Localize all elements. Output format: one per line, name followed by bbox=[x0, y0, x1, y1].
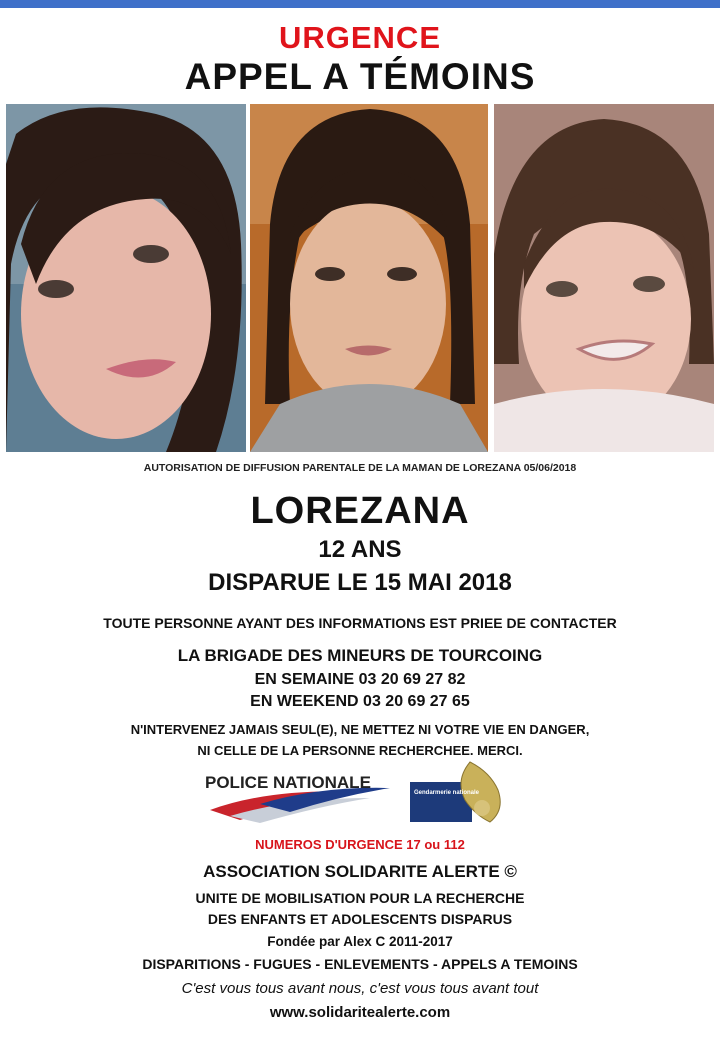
contact-intro: TOUTE PERSONNE AYANT DES INFORMATIONS EST PRIEE DE CONTACTER bbox=[103, 615, 617, 631]
urgence-heading: URGENCE bbox=[278, 20, 441, 55]
slogan-text: C'est vous tous avant nous, c'est vous tous avant tout bbox=[181, 980, 539, 997]
photo-center bbox=[250, 104, 488, 452]
police-logo-text: POLICE NATIONALE bbox=[205, 773, 371, 792]
founded-text: Fondée par Alex C 2011-2017 bbox=[267, 934, 453, 949]
emergency-numbers: NUMEROS D'URGENCE 17 ou 112 bbox=[255, 837, 465, 852]
website-link[interactable]: www.solidaritealerte.com bbox=[269, 1004, 451, 1021]
photo-right bbox=[494, 104, 714, 452]
age-text: 12 ANS bbox=[318, 536, 402, 563]
weekday-phone: EN SEMAINE 03 20 69 27 82 bbox=[254, 671, 466, 688]
authorization-note: AUTORISATION DE DIFFUSION PARENTALE DE LA MAMAN DE LOREZANA 05/06/2018 bbox=[143, 462, 577, 474]
police-nationale-logo bbox=[200, 768, 410, 823]
unit-line-2: DES ENFANTS ET ADOLESCENTS DISPARUS bbox=[207, 911, 513, 927]
association-name: ASSOCIATION SOLIDARITE ALERTE © bbox=[203, 862, 517, 881]
gendarmerie-logo bbox=[410, 760, 520, 826]
gendarmerie-logo-text: Gendarmerie nationale bbox=[414, 790, 480, 796]
appel-temoins-heading: APPEL A TÉMOINS bbox=[184, 56, 536, 97]
categories-text: DISPARITIONS - FUGUES - ENLEVEMENTS - APPELS A TEMOINS bbox=[142, 956, 578, 972]
photo-left bbox=[6, 104, 246, 452]
unit-line-1: UNITE DE MOBILISATION POUR LA RECHERCHE bbox=[195, 890, 525, 906]
warning-line-1: N'INTERVENEZ JAMAIS SEUL(E), NE METTEZ NI VOTRE VIE EN DANGER, bbox=[130, 722, 590, 737]
disappearance-date: DISPARUE LE 15 MAI 2018 bbox=[208, 569, 512, 596]
missing-person-name: LOREZANA bbox=[250, 490, 470, 532]
warning-line-2: NI CELLE DE LA PERSONNE RECHERCHEE. MERCI. bbox=[197, 743, 523, 758]
top-bar bbox=[0, 0, 720, 8]
brigade-name: LA BRIGADE DES MINEURS DE TOURCOING bbox=[177, 646, 543, 665]
weekend-phone: EN WEEKEND 03 20 69 27 65 bbox=[250, 693, 470, 710]
